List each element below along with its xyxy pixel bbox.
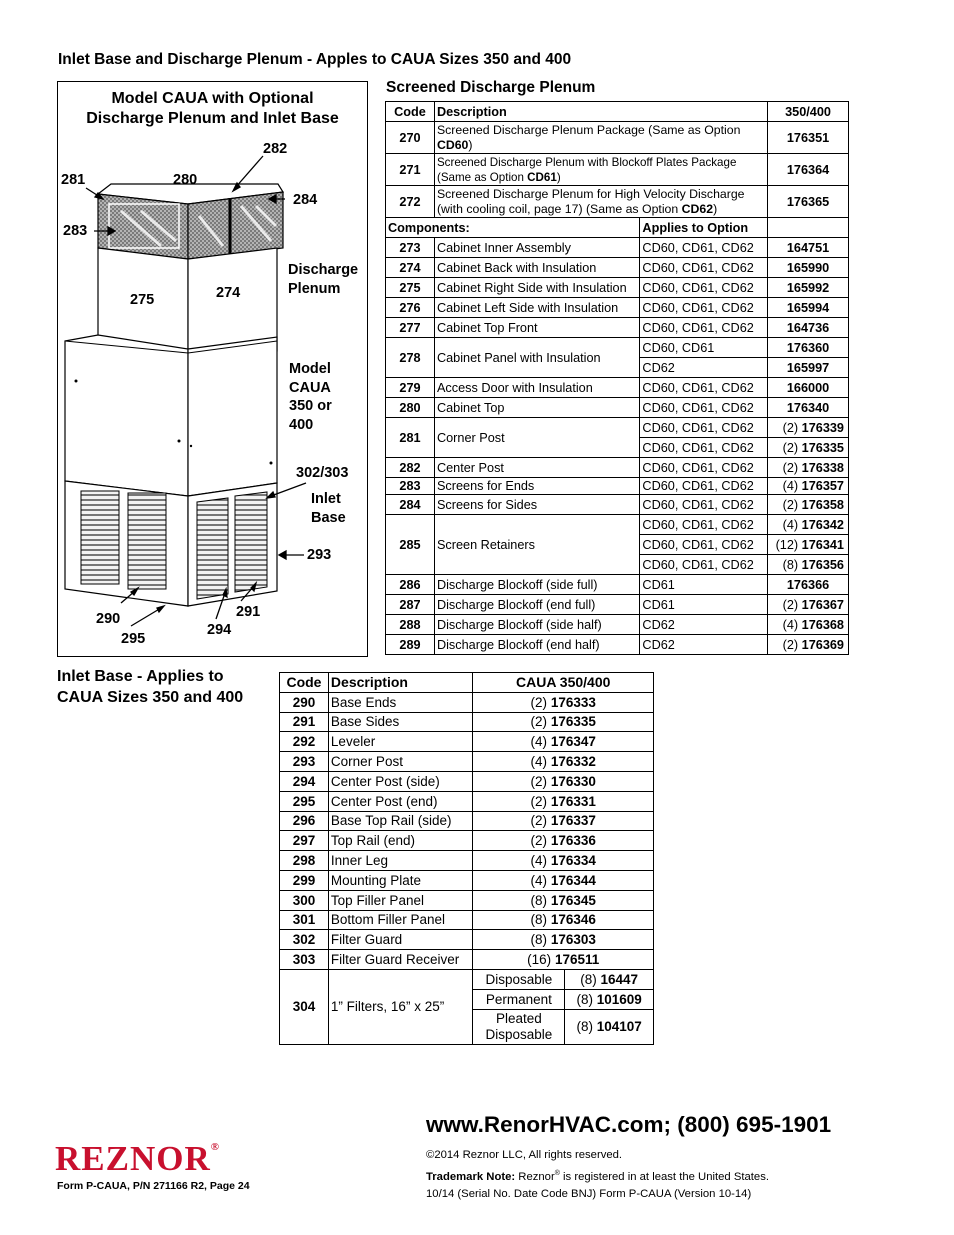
row-part-number: 176351 xyxy=(768,122,849,154)
table-row: 301 Bottom Filler Panel (8) 176346 xyxy=(280,910,654,930)
table-row: 287 Discharge Blockoff (end full) CD61 (2) 176367 xyxy=(386,595,849,615)
table-row: 286 Discharge Blockoff (side full) CD61 176366 xyxy=(386,575,849,595)
table-row xyxy=(386,186,849,218)
callout-291: 291 xyxy=(236,604,261,620)
table-row: 297 Top Rail (end) (2) 176336 xyxy=(280,831,654,851)
applies-label: Applies to Option xyxy=(640,218,768,238)
screened-heading: Screened Discharge Plenum xyxy=(386,79,596,96)
inlet-parts-table xyxy=(279,672,654,1045)
label-model-caua: Model CAUA 350 or 400 xyxy=(289,361,332,433)
screened-parts-table xyxy=(385,101,849,655)
reznor-logo: REZNOR® xyxy=(55,1139,220,1178)
row-part-number: 176364 xyxy=(768,154,849,186)
callout-290: 290 xyxy=(96,611,121,627)
table-row: 277 Cabinet Top Front CD60, CD61, CD62 164736 xyxy=(386,318,849,338)
table-row: 276 Cabinet Left Side with Insulation CD60, CD61, CD62 165994 xyxy=(386,298,849,318)
table-row: 289 Discharge Blockoff (end half) CD62 (2) 176369 xyxy=(386,635,849,655)
col-description: Description xyxy=(328,673,473,693)
table-row: 299 Mounting Plate (4) 176344 xyxy=(280,870,654,890)
callout-284: 284 xyxy=(293,192,318,208)
table-row: 303 Filter Guard Receiver (16) 176511 xyxy=(280,950,654,970)
table-row: 295 Center Post (end) (2) 176331 xyxy=(280,791,654,811)
row-code: 272 xyxy=(386,186,435,218)
col-code: Code xyxy=(280,673,329,693)
callout-281: 281 xyxy=(61,172,86,188)
col-size: 350/400 xyxy=(768,102,849,122)
col-size: CAUA 350/400 xyxy=(473,673,654,693)
version-line: 10/14 (Serial No. Date Code BNJ) Form P-CAUA (Version 10-14) xyxy=(426,1187,752,1200)
table-row: 278 Cabinet Panel with Insulation CD60, CD61 176360 xyxy=(386,338,849,358)
table-row: 296 Base Top Rail (side) (2) 176337 xyxy=(280,811,654,831)
table-row: 279 Access Door with Insulation CD60, CD61, CD62 166000 xyxy=(386,378,849,398)
row-desc: Screened Discharge Plenum Package (Same as Option CD60) xyxy=(434,122,767,154)
table-row: 292 Leveler (4) 176347 xyxy=(280,732,654,752)
callout-295: 295 xyxy=(121,631,146,647)
table-row: 304 1” Filters, 16” x 25” Disposable (8) 16447 xyxy=(280,969,654,989)
components-header-row xyxy=(386,218,849,238)
label-discharge-plenum: Discharge Plenum xyxy=(288,262,359,297)
col-code: Code xyxy=(386,102,435,122)
table-row: 275 Cabinet Right Side with Insulation CD60, CD61, CD62 165992 xyxy=(386,278,849,298)
copyright: ©2014 Reznor LLC, All rights reserved. xyxy=(426,1149,623,1161)
label-inlet-base: Inlet Base xyxy=(311,491,346,526)
callout-280: 280 xyxy=(173,172,198,188)
page-title: Inlet Base and Discharge Plenum - Apples to CAUA Sizes 350 and 400 xyxy=(58,51,572,68)
table-header-row xyxy=(280,673,654,693)
table-row: 293 Corner Post (4) 176332 xyxy=(280,752,654,772)
callout-293: 293 xyxy=(307,547,332,563)
callout-282: 282 xyxy=(263,141,288,157)
table-row: 284 Screens for Sides CD60, CD61, CD62 (2) 176358 xyxy=(386,495,849,515)
table-row: 273 Cabinet Inner Assembly CD60, CD61, CD62 164751 xyxy=(386,238,849,258)
table-row: 294 Center Post (side) (2) 176330 xyxy=(280,771,654,791)
table-row: 281 Corner Post CD60, CD61, CD62 (2) 176339 xyxy=(386,418,849,438)
trademark-note: Trademark Note: Reznor® is registered in at least the United States. xyxy=(426,1169,769,1183)
table-row: 300 Top Filler Panel (8) 176345 xyxy=(280,890,654,910)
table-row: 280 Cabinet Top CD60, CD61, CD62 176340 xyxy=(386,398,849,418)
row-code: 271 xyxy=(386,154,435,186)
table-row: 283 Screens for Ends CD60, CD61, CD62 (4) 176357 xyxy=(386,478,849,495)
row-desc: Screened Discharge Plenum with Blockoff Plates Package (Same as Option CD61) xyxy=(434,154,767,186)
row-code: 270 xyxy=(386,122,435,154)
table-row: Pleated Disposable (8) 104107 xyxy=(280,1009,654,1044)
inlet-heading: Inlet Base - Applies to CAUA Sizes 350 and 400 xyxy=(57,668,244,706)
callout-275: 275 xyxy=(130,292,155,308)
diagram-panel xyxy=(57,81,368,657)
table-row: CD60, CD61, CD62 (8) 176356 xyxy=(386,555,849,575)
table-row: 290 Base Ends (2) 176333 xyxy=(280,692,654,712)
table-row: 288 Discharge Blockoff (side half) CD62 (4) 176368 xyxy=(386,615,849,635)
col-description: Description xyxy=(434,102,767,122)
diagram-title-line1: Model CAUA with Optional xyxy=(111,90,314,107)
callout-274: 274 xyxy=(216,285,241,301)
table-row: Permanent (8) 101609 xyxy=(280,989,654,1009)
footer-url-phone: www.RenorHVAC.com; (800) 695-1901 xyxy=(426,1112,832,1137)
form-number: Form P-CAUA, P/N 271166 R2, Page 24 xyxy=(57,1180,250,1192)
components-label: Components: xyxy=(386,218,640,238)
table-row xyxy=(386,122,849,154)
callout-302-303: 302/303 xyxy=(296,465,349,481)
diagram-title-line2: Discharge Plenum and Inlet Base xyxy=(86,110,339,127)
table-row: 298 Inner Leg (4) 176334 xyxy=(280,851,654,871)
table-row: 302 Filter Guard (8) 176303 xyxy=(280,930,654,950)
table-row: 291 Base Sides (2) 176335 xyxy=(280,712,654,732)
callout-283: 283 xyxy=(63,223,88,239)
table-row: CD60, CD61, CD62 (2) 176335 xyxy=(386,438,849,458)
row-desc: Screened Discharge Plenum for High Velocity Discharge (with cooling coil, page 17) (Same as Option CD62) xyxy=(434,186,767,218)
table-row: CD62 165997 xyxy=(386,358,849,378)
table-header-row xyxy=(386,102,849,122)
table-row: 285 Screen Retainers CD60, CD61, CD62 (4) 176342 xyxy=(386,515,849,535)
table-row: 282 Center Post CD60, CD61, CD62 (2) 176338 xyxy=(386,458,849,478)
footer-legal xyxy=(426,1147,769,1203)
row-part-number: 176365 xyxy=(768,186,849,218)
callout-294: 294 xyxy=(207,622,232,638)
table-row: CD60, CD61, CD62 (12) 176341 xyxy=(386,535,849,555)
table-row xyxy=(386,154,849,186)
table-row: 274 Cabinet Back with Insulation CD60, CD61, CD62 165990 xyxy=(386,258,849,278)
